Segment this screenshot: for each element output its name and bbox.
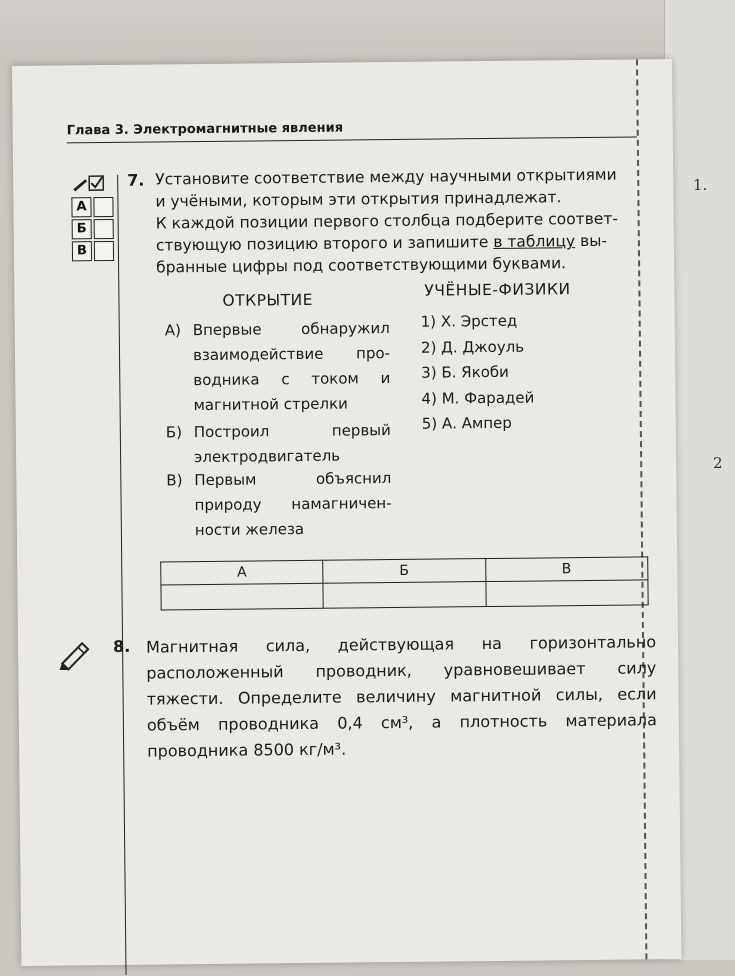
answer-checkbox-empty[interactable] [94,219,114,239]
answer-checkbox-a[interactable]: А [71,197,91,217]
table-link[interactable]: в таблицу [493,232,576,251]
question-7-text: Установите соответствие между научными открытиями и учёными, которым эти открытия принадлежат. К каждой позиции первого столбца подберите соответ- ствующую позицию второго и запишите в таблицу вы- бранные цифры под соответствующими буквами. [155,165,619,277]
pencil-icon [58,639,92,669]
table-header-v: В [485,557,648,582]
column-heading-discovery: ОТКРЫТИЕ [222,290,314,310]
next-page-fragment: 1. [693,176,708,194]
pencil-check-icon [71,175,105,193]
scientist-item: 3) Б. Якоби [421,362,509,382]
answer-checkbox-b[interactable]: Б [72,219,92,239]
next-page-fragment: 2 [713,454,723,472]
discovery-item-a: А) Впервые обнаружил взаимодействие про- водника с током и магнитной стрелки [164,319,391,415]
table-header-a: А [161,560,323,585]
scientist-list [421,309,535,438]
question-8-text: Магнитная сила, действующая на горизонтально расположенный проводник, уравновешивает силу тяжести. Определите величину магнитной силы, если объём проводника 0,4 см³, а плотность материала проводника 8500 кг/м³. [145,632,657,761]
scientist-item: 1) Х. Эрстед [420,311,518,331]
chapter-title: Глава 3. Электромагнитные явления [67,117,637,143]
scientist-item: 2) Д. Джоуль [420,337,525,357]
answer-checkbox-empty[interactable] [94,241,114,261]
answer-cell-v[interactable] [485,580,648,607]
answer-cell-a[interactable] [161,583,323,610]
discovery-item-b: Б) Построил первый электродвигатель [165,421,391,467]
scientist-item: 4) М. Фарадей [421,388,535,408]
question-number-8: 8. [112,636,131,656]
workbook-page [12,59,681,966]
answer-checkbox-empty[interactable] [93,197,113,217]
answer-checkbox-v[interactable]: В [72,241,92,261]
discovery-item-v: В) Первым объяснил природу намагничен- ности железа [166,469,392,540]
margin-rule [117,175,126,975]
question-number-7: 7. [127,170,145,190]
answer-table [160,556,648,610]
table-header-b: Б [323,559,486,584]
answer-cell-b[interactable] [323,582,486,609]
column-heading-scientists: УЧЁНЫЕ-ФИЗИКИ [424,280,571,300]
scientist-item: 5) А. Ампер [421,413,512,433]
